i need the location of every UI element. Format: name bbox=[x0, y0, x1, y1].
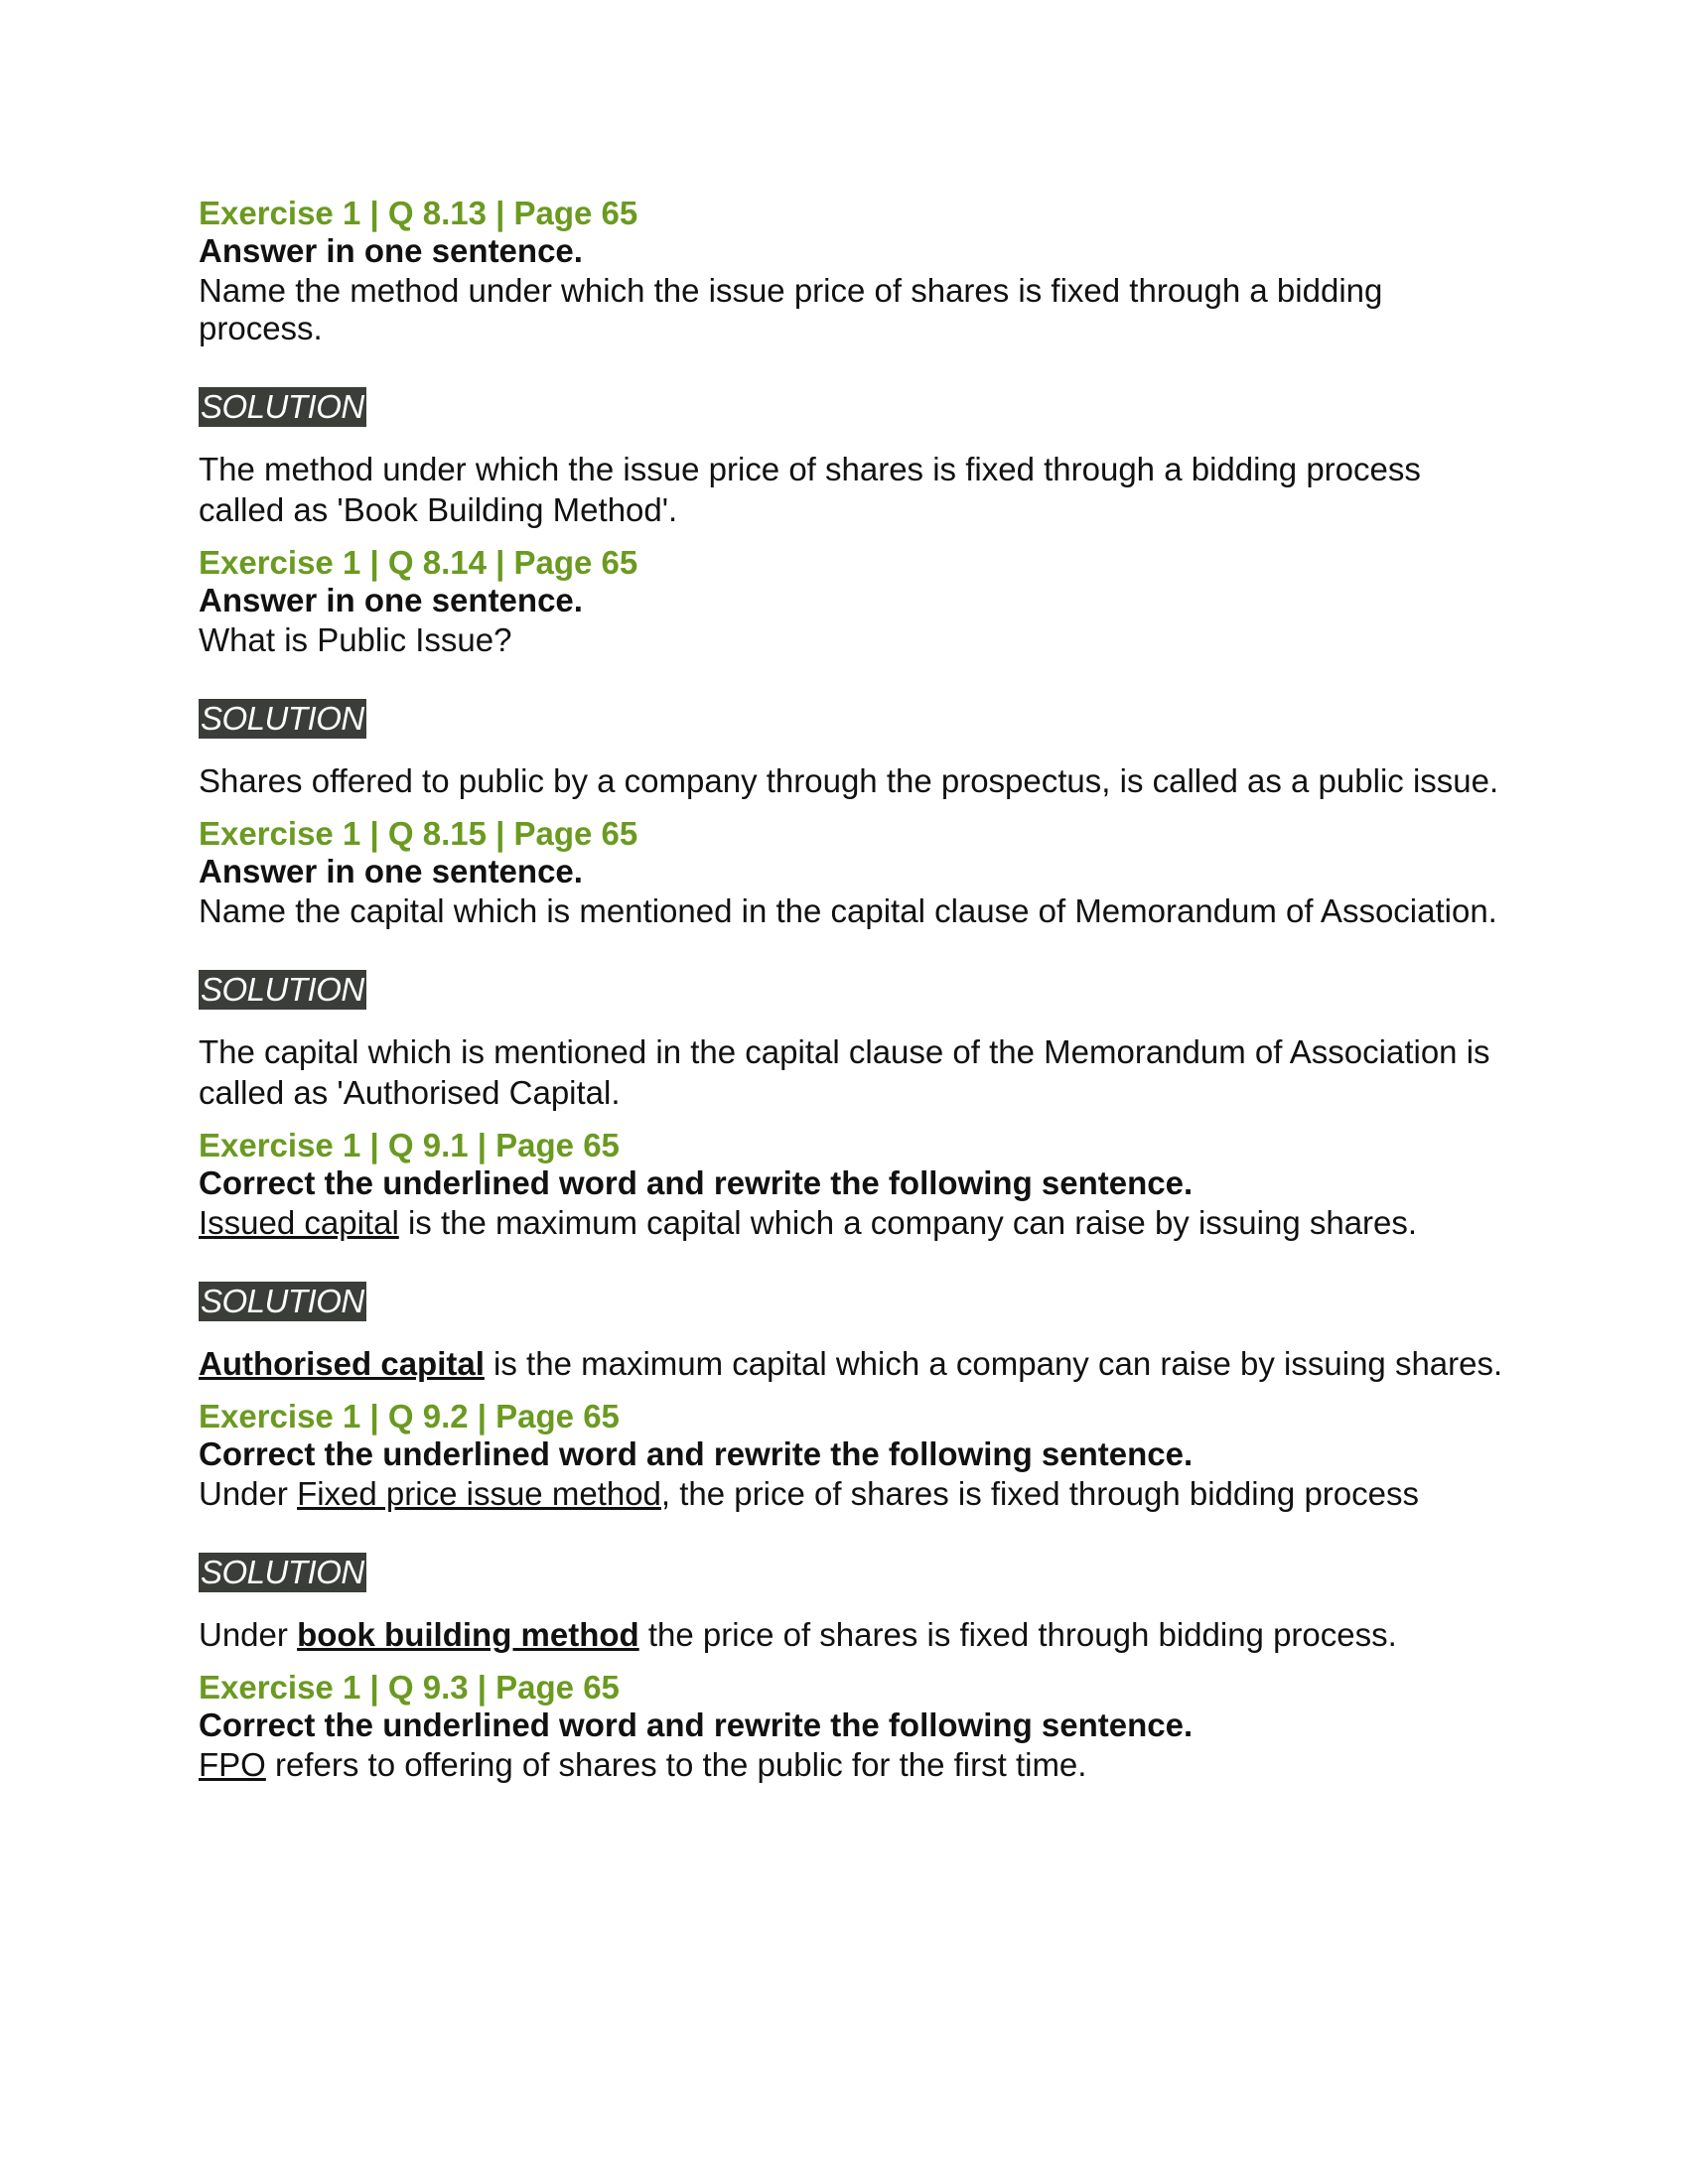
solution-badge: SOLUTION bbox=[201, 1554, 364, 1590]
question-text-post: is the maximum capital which a company can raise by issuing shares. bbox=[398, 1204, 1418, 1241]
exercise-block bbox=[199, 1127, 1509, 1398]
exercise-block bbox=[199, 544, 1509, 815]
exercise-instruction: Correct the underlined word and rewrite the following sentence. bbox=[199, 1435, 1194, 1472]
exercise-question bbox=[199, 1746, 1509, 1784]
solution-badge: SOLUTION bbox=[201, 388, 364, 425]
solution-answer: The method under which the issue price of shares is fixed through a bidding process called as 'Book Building Method'. bbox=[199, 451, 1421, 528]
exercise-question: What is Public Issue? bbox=[199, 621, 512, 658]
solution-answer bbox=[199, 1343, 1509, 1384]
question-text-pre: Under bbox=[199, 1475, 298, 1512]
solution-badge: SOLUTION bbox=[201, 1283, 364, 1319]
exercise-question: Name the capital which is mentioned in the capital clause of Memorandum of Association. bbox=[199, 892, 1497, 929]
answer-text-pre: Under bbox=[199, 1616, 298, 1653]
solution-answer: The capital which is mentioned in the capital clause of the Memorandum of Association is called as 'Authorised Capital. bbox=[199, 1033, 1490, 1111]
exercise-block bbox=[199, 815, 1509, 1127]
underlined-word: FPO bbox=[199, 1746, 266, 1783]
exercise-instruction: Answer in one sentence. bbox=[199, 853, 583, 889]
solution-badge: SOLUTION bbox=[201, 700, 364, 737]
answer-text-post: is the maximum capital which a company can raise by issuing shares. bbox=[484, 1345, 1503, 1382]
question-text-post: refers to offering of shares to the public for the first time. bbox=[265, 1746, 1087, 1783]
exercise-heading: Exercise 1 | Q 8.13 | Page 65 bbox=[199, 195, 638, 231]
exercise-question bbox=[199, 1475, 1509, 1513]
exercise-instruction: Answer in one sentence. bbox=[199, 232, 583, 269]
exercise-instruction: Correct the underlined word and rewrite the following sentence. bbox=[199, 1706, 1194, 1743]
exercise-block bbox=[199, 1398, 1509, 1669]
solution-answer bbox=[199, 1614, 1509, 1655]
corrected-word: Authorised capital bbox=[199, 1345, 485, 1382]
solution-answer: Shares offered to public by a company through the prospectus, is called as a public issue. bbox=[199, 762, 1499, 799]
exercise-heading: Exercise 1 | Q 9.3 | Page 65 bbox=[199, 1669, 620, 1706]
exercise-question: Name the method under which the issue price of shares is fixed through a bidding process. bbox=[199, 272, 1383, 346]
question-text-post: , the price of shares is fixed through bidding process bbox=[660, 1475, 1419, 1512]
exercise-instruction: Correct the underlined word and rewrite the following sentence. bbox=[199, 1164, 1194, 1201]
solution-badge: SOLUTION bbox=[201, 971, 364, 1008]
document-page bbox=[199, 195, 1509, 1784]
exercise-heading: Exercise 1 | Q 8.15 | Page 65 bbox=[199, 815, 638, 852]
underlined-word: Issued capital bbox=[199, 1204, 399, 1241]
exercise-block bbox=[199, 1669, 1509, 1784]
exercise-question bbox=[199, 1204, 1509, 1242]
exercise-heading: Exercise 1 | Q 8.14 | Page 65 bbox=[199, 544, 638, 581]
underlined-word: Fixed price issue method bbox=[297, 1475, 661, 1512]
exercise-block bbox=[199, 195, 1509, 544]
exercise-heading: Exercise 1 | Q 9.2 | Page 65 bbox=[199, 1398, 620, 1434]
corrected-word: book building method bbox=[297, 1616, 639, 1653]
answer-text-post: the price of shares is fixed through bidding process. bbox=[638, 1616, 1397, 1653]
exercise-instruction: Answer in one sentence. bbox=[199, 582, 583, 618]
exercise-heading: Exercise 1 | Q 9.1 | Page 65 bbox=[199, 1127, 620, 1163]
